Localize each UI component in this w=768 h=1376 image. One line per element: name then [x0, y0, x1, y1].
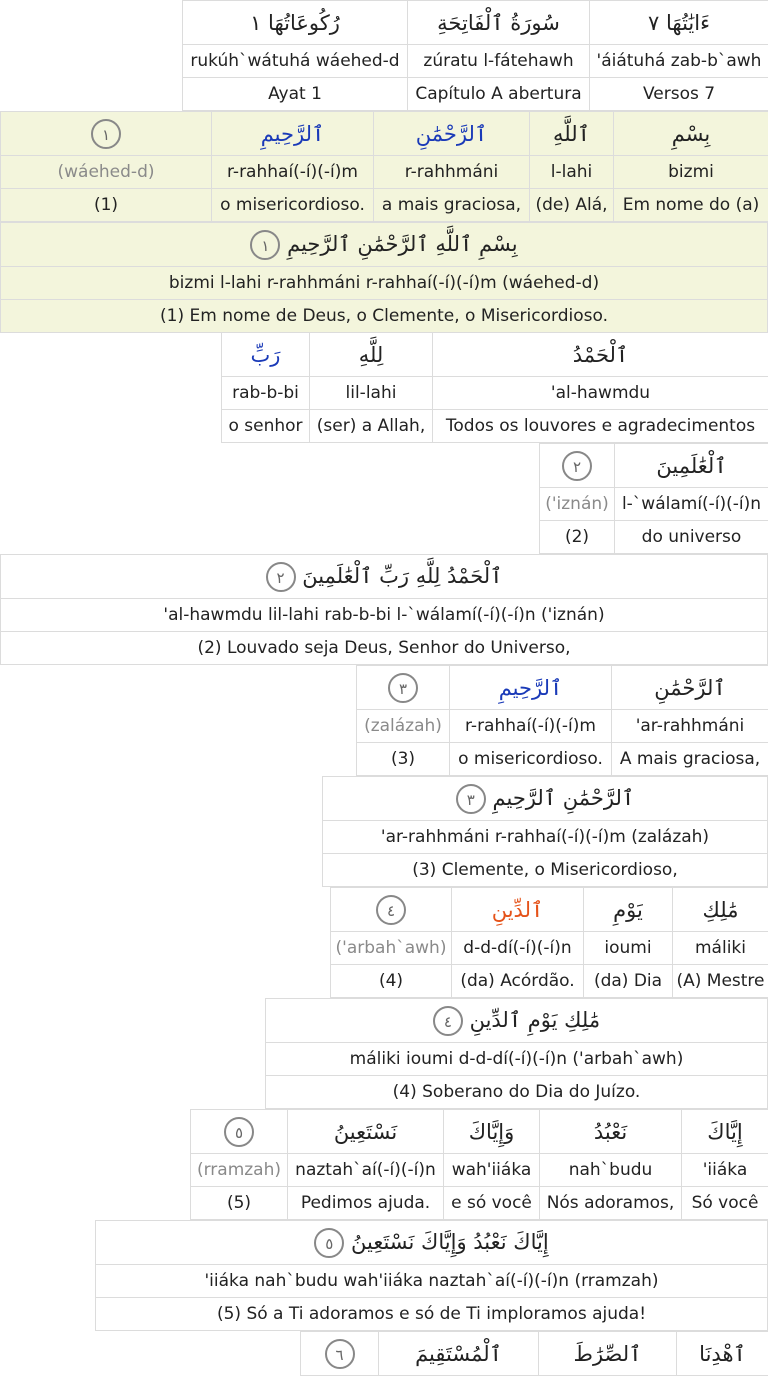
verse-number-circle: ٢: [266, 562, 296, 592]
verse5-word-3-pt: e só você: [444, 1187, 540, 1220]
verse-number-circle: ٤: [433, 1006, 463, 1036]
verse6-word-3-ar: ٱلْمُسْتَقِيمَ: [379, 1332, 539, 1376]
header-ayat-pt: Versos 7: [590, 78, 768, 111]
header-ayat-tr: 'áiátuhá zab-b`awh: [590, 45, 768, 78]
verse4-full-tr: máliki ioumi d-d-dí(-í)(-í)n ('arbah`awh): [265, 1042, 768, 1076]
verse4-number-tr: ('arbah`awh): [331, 932, 452, 965]
verse4-word-2-ar: يَوْمِ: [584, 888, 673, 932]
verse3-words-table: [356, 665, 768, 776]
verse4-word-3-tr: d-d-dí(-í)(-í)n: [452, 932, 584, 965]
verse5-word-4-ar: نَسْتَعِينُ: [288, 1110, 444, 1154]
verse6-words-table: [300, 1331, 768, 1376]
verse2-full-ar: [0, 554, 768, 599]
verse2-number-pt: (2): [540, 521, 615, 554]
verse3-word-2-tr: r-rahhaí(-í)(-í)m: [450, 710, 612, 743]
verse1-word-1-ar: بِسْمِ: [614, 112, 768, 156]
verse1-number-tr: (wáehed-d): [1, 156, 212, 189]
verse-number-circle: ٥: [314, 1228, 344, 1258]
verse5-word-1-pt: Só você: [682, 1187, 768, 1220]
verse-number-circle: ٥: [224, 1117, 254, 1147]
verse-number-circle: ٣: [388, 673, 418, 703]
verse3-number-tr: (zalázah): [357, 710, 450, 743]
verse1-word-3-tr: r-rahhmáni: [374, 156, 530, 189]
verse1-words-table: [0, 111, 768, 222]
verse2-words-table-a: [221, 332, 768, 443]
header-surah-tr: zúratu l-fátehawh: [408, 45, 590, 78]
verse2-word-2-pt: (ser) a Allah,: [310, 410, 433, 443]
verse5-number-pt: (5): [191, 1187, 288, 1220]
verse-number-circle: ٣: [456, 784, 486, 814]
verse5-word-4-tr: naztah`aí(-í)(-í)n: [288, 1154, 444, 1187]
header-ruku-pt: Ayat 1: [183, 78, 408, 111]
verse5-word-4-pt: Pedimos ajuda.: [288, 1187, 444, 1220]
verse4-full-ar: [265, 998, 768, 1043]
verse1-word-3-pt: a mais graciosa,: [374, 189, 530, 222]
verse2-word-1-pt: Todos os louvores e agradecimentos: [433, 410, 768, 443]
verse1-word-2-tr: l-lahi: [530, 156, 614, 189]
verse6-number-cell: [301, 1332, 379, 1376]
verse-number-circle: ١: [91, 119, 121, 149]
header-ruku-ar: رُكُوعَاتُهَا ١: [183, 1, 408, 45]
verse1-full-ar-text: بِسْمِ ٱللَّهِ ٱلرَّحْمَٰنِ ٱلرَّحِيمِ: [287, 232, 517, 256]
verse1-number-pt: (1): [1, 189, 212, 222]
verse3-number-pt: (3): [357, 743, 450, 776]
verse3-word-2-pt: o misericordioso.: [450, 743, 612, 776]
verse4-full-ar-text: مَٰلِكِ يَوْمِ ٱلدِّينِ: [470, 1008, 601, 1032]
verse5-word-3-tr: wah'iiáka: [444, 1154, 540, 1187]
verse2-number-cell: [540, 444, 615, 488]
header-surah-ar: سُورَةُ ٱلْفَاتِحَةِ: [408, 1, 590, 45]
verse3-full-tr: 'ar-rahhmáni r-rahhaí(-í)(-í)m (zalázah): [322, 820, 768, 854]
verse5-full-pt: (5) Só a Ti adoramos e só de Ti imploramos ajuda!: [95, 1297, 768, 1331]
header-table: [182, 0, 768, 111]
verse4-full-pt: (4) Soberano do Dia do Juízo.: [265, 1075, 768, 1109]
verse5-word-1-tr: 'iiáka: [682, 1154, 768, 1187]
verse5-number-tr: (rramzah): [191, 1154, 288, 1187]
verse-number-circle: ٢: [562, 451, 592, 481]
verse-number-circle: ٦: [325, 1339, 355, 1369]
verse1-word-4-tr: r-rahhaí(-í)(-í)m: [212, 156, 374, 189]
verse2-number-tr: ('iznán): [540, 488, 615, 521]
verse2-word-3-pt: o senhor: [222, 410, 310, 443]
verse5-word-2-tr: nah`budu: [540, 1154, 682, 1187]
verse2-word-4-ar: ٱلْعَٰلَمِينَ: [615, 444, 768, 488]
verse2-word-1-tr: 'al-hawmdu: [433, 377, 768, 410]
verse3-number-cell: [357, 666, 450, 710]
verse3-full-pt: (3) Clemente, o Misericordioso,: [322, 853, 768, 887]
verse5-word-2-pt: Nós adoramos,: [540, 1187, 682, 1220]
verse4-word-1-pt: (A) Mestre: [673, 965, 768, 998]
verse2-word-3-tr: rab-b-bi: [222, 377, 310, 410]
verse1-word-4-ar: ٱلرَّحِيمِ: [212, 112, 374, 156]
verse1-full-tr: bizmi l-lahi r-rahhmáni r-rahhaí(-í)(-í)m (wáehed-d): [0, 266, 768, 300]
verse1-number-cell: [1, 112, 212, 156]
verse4-word-1-tr: máliki: [673, 932, 768, 965]
verse4-number-pt: (4): [331, 965, 452, 998]
verse1-word-2-pt: (de) Alá,: [530, 189, 614, 222]
header-surah-pt: Capítulo A abertura: [408, 78, 590, 111]
verse4-word-3-ar: ٱلدِّينِ: [452, 888, 584, 932]
verse2-word-1-ar: ٱلْحَمْدُ: [433, 333, 768, 377]
verse4-words-table: [330, 887, 768, 998]
verse2-word-3-ar: رَبِّ: [222, 333, 310, 377]
verse2-word-4-tr: l-`wálamí(-í)(-í)n: [615, 488, 768, 521]
verse2-word-2-tr: lil-lahi: [310, 377, 433, 410]
verse1-word-1-tr: bizmi: [614, 156, 768, 189]
verse4-word-3-pt: (da) Acórdão.: [452, 965, 584, 998]
verse5-word-2-ar: نَعْبُدُ: [540, 1110, 682, 1154]
verse2-full-ar-text: ٱلْحَمْدُ لِلَّهِ رَبِّ ٱلْعَٰلَمِينَ: [302, 564, 502, 588]
verse3-word-1-ar: ٱلرَّحْمَٰنِ: [612, 666, 768, 710]
header-ayat-ar: ءَايَٰتُهَا ٧: [590, 1, 768, 45]
verse3-word-1-pt: A mais graciosa,: [612, 743, 768, 776]
verse3-full-ar: [322, 776, 768, 821]
verse3-word-1-tr: 'ar-rahhmáni: [612, 710, 768, 743]
verse1-word-3-ar: ٱلرَّحْمَٰنِ: [374, 112, 530, 156]
verse5-word-3-ar: وَإِيَّاكَ: [444, 1110, 540, 1154]
verse2-word-4-pt: do universo: [615, 521, 768, 554]
verse1-word-2-ar: ٱللَّهِ: [530, 112, 614, 156]
verse2-full-tr: 'al-hawmdu lil-lahi rab-b-bi l-`wálamí(-í)(-í)n ('iznán): [0, 598, 768, 632]
verse5-number-cell: [191, 1110, 288, 1154]
verse1-full-pt: (1) Em nome de Deus, o Clemente, o Misericordioso.: [0, 299, 768, 333]
verse-number-circle: ١: [250, 230, 280, 260]
verse5-words-table: [190, 1109, 768, 1220]
verse5-full-ar-text: إِيَّاكَ نَعْبُدُ وَإِيَّاكَ نَسْتَعِينُ: [351, 1230, 549, 1254]
verse6-word-2-ar: ٱلصِّرَٰطَ: [539, 1332, 677, 1376]
verse1-full-ar: [0, 222, 768, 267]
verse3-full-ar-text: ٱلرَّحْمَٰنِ ٱلرَّحِيمِ: [493, 786, 635, 810]
verse6-word-1-ar: ٱهْدِنَا: [677, 1332, 768, 1376]
verse2-words-table-b: [539, 443, 768, 554]
verse4-number-cell: [331, 888, 452, 932]
verse1-word-1-pt: Em nome do (a): [614, 189, 768, 222]
verse-number-circle: ٤: [376, 895, 406, 925]
verse5-full-tr: 'iiáka nah`budu wah'iiáka naztah`aí(-í)(-í)n (rramzah): [95, 1264, 768, 1298]
verse5-full-ar: [95, 1220, 768, 1265]
verse3-word-2-ar: ٱلرَّحِيمِ: [450, 666, 612, 710]
verse5-word-1-ar: إِيَّاكَ: [682, 1110, 768, 1154]
verse4-word-2-pt: (da) Dia: [584, 965, 673, 998]
verse1-word-4-pt: o misericordioso.: [212, 189, 374, 222]
verse2-full-pt: (2) Louvado seja Deus, Senhor do Universo,: [0, 631, 768, 665]
verse2-word-2-ar: لِلَّهِ: [310, 333, 433, 377]
verse4-word-2-tr: ioumi: [584, 932, 673, 965]
header-ruku-tr: rukúh`wátuhá wáehed-d: [183, 45, 408, 78]
verse4-word-1-ar: مَٰلِكِ: [673, 888, 768, 932]
